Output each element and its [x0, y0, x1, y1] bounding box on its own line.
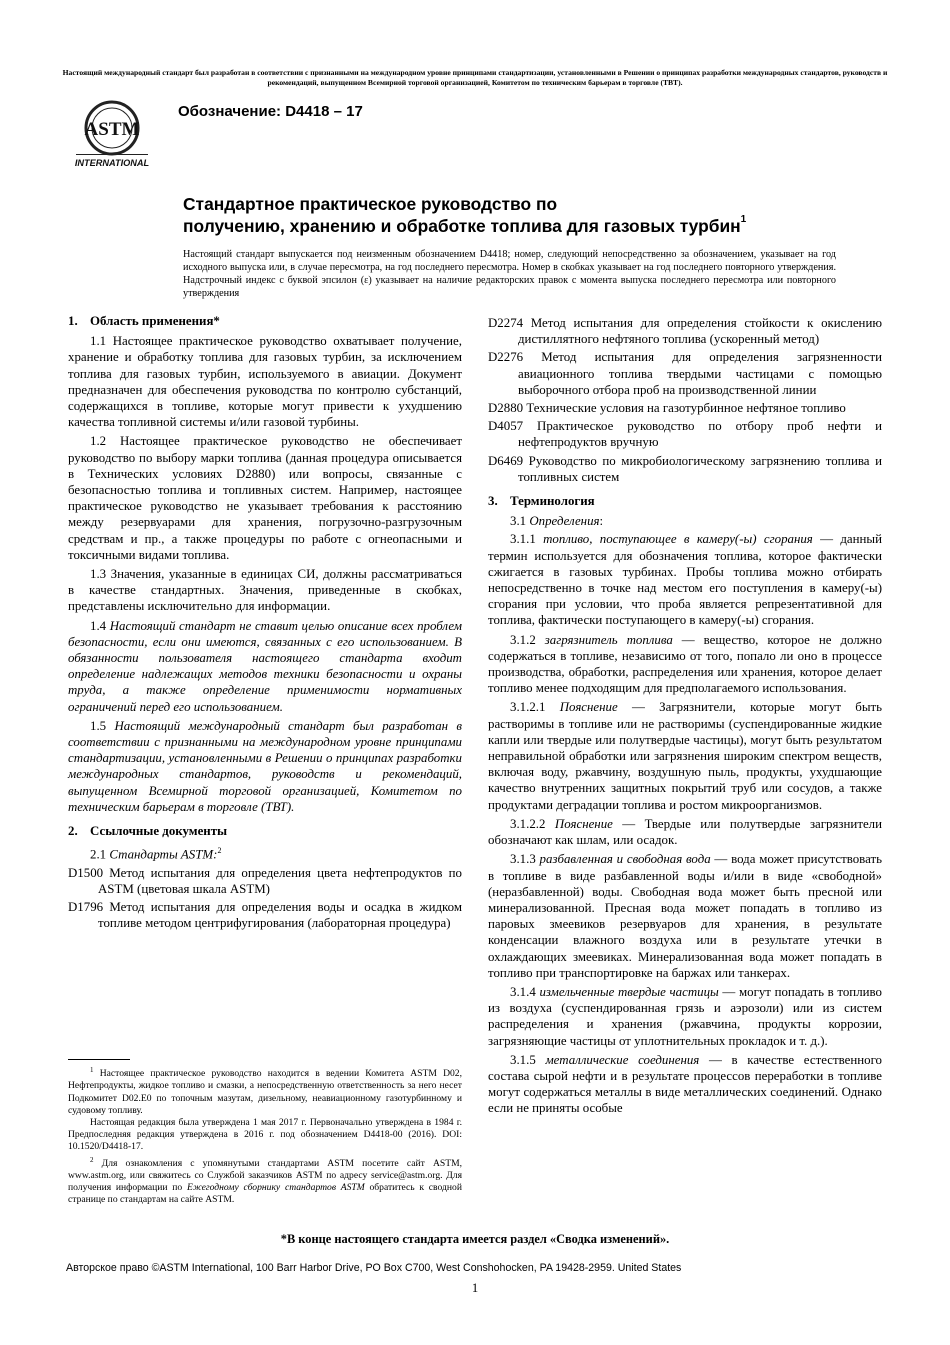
left-column — [68, 312, 462, 934]
subsection-3-1: 3.1 Определения: — [510, 514, 604, 529]
paragraph-1-5: 1.5 Настоящий международный стандарт был разработан в соответствии с признанными на международном уровне принципами стандартизации, установленными в Решении о принципах разработки международных стандартов, руководств и рекомендаций, выпущенном Всемирной торговой организацией, Комитетом по техническим барьерам в торговле (ТВТ). — [68, 718, 463, 814]
title-footnote-mark: 1 — [740, 213, 747, 225]
term-3-1-2-2: 3.1.2.2 Пояснение — Твердые или полутвердые загрязнители обозначают как шлам, или осадок. — [488, 816, 883, 848]
footnote-1-approval: Настоящая редакция была утверждена 1 мая 2017 г. Первоначально утверждена в 1984 г. Предпоследняя редакция утверждена в 2016 г. под обозначением D4418-00 (2016). DOI: 10.1520/D4418-17. — [68, 1117, 462, 1153]
footnote-2: $^2$ Для ознакомления с упомянутыми стандартами ASTM посетите сайт ASTM, www.astm.org, или свяжитесь со Службой заказчиков ASTM по адресу service@astm.org. Для получения информации по Ежегодному сборнику стандартов ASTM обратитесь к сводной странице по стандартам на сайте ASTM. — [68, 1155, 462, 1206]
reference-d6469: D6469 Руководство по микробиологическому загрязнению топлива и топливных систем — [488, 453, 882, 484]
reference-d2880: D2880 Технические условия на газотурбинное нефтяное топливо — [488, 401, 846, 416]
reference-d1500: D1500 Метод испытания для определения цвета нефтепродуктов по ASTM (цветовая шкала ASTM) — [68, 865, 462, 896]
astm-logo — [70, 98, 154, 172]
footnotes — [68, 1064, 462, 1207]
reference-d2276: D2276 Метод испытания для определения загрязненности авиационного топлива твердыми частицами с помощью выборочного отбора проб на производственной линии — [488, 350, 882, 397]
term-3-1-4: 3.1.4 измельченные твердые частицы — могут попадать в топливо из воздуха (суспендированная грязь и аэрозоли) или из систем распределения и хранения (ржавчина, продукты коррозии, загрязняющие частицы от уплотнительных прокладок и т. д.). — [488, 984, 882, 1048]
section-1-heading: 1. Область применения* — [68, 314, 220, 328]
paragraph-1-2: 1.2 Настоящее практическое руководство не обеспечивает руководство по выбору марки топлива (данная процедура описывается в Технических условиях D2880) или вопросы, связанные с безопасностью топлива и топливных систем. Например, настоящее практическое руководство не указывает требования к расстоянию между резервуарами для хранения, погрузочно-разгрузочным средствам и пр., а также процедуры по работе с огнеопасными и токсичными видами топлива. — [68, 434, 462, 562]
paragraph-1-4: 1.4 Настоящий стандарт не ставит целью описание всех проблем безопасности, если они имеются, связанных с его использованием. В обязанности пользователя настоящего стандарта входит определение надлежащих методов техники безопасности и охраны труда, а также определение применимости нормативных ограничений перед его использованием. — [68, 618, 462, 714]
reference-d4057: D4057 Практическое руководство по отбору проб нефти и нефтепродуктов вручную — [488, 419, 882, 450]
page-number: 1 — [471, 1281, 479, 1295]
title-line-2: получению, хранению и обработке топлива для газовых турбин$^1$ — [183, 213, 747, 236]
reference-d2274: D2274 Метод испытания для определения стойкости к окислению дистиллятного нефтяного топлива (ускоренный метод) — [488, 316, 882, 347]
term-3-1-1: 3.1.1 топливо, поступающее в камеру(-ы) сгорания — данный термин используется для обозначения топлива, которое фактически сжигается в газовых турбинах. Пробы топлива можно отбирать непосредственно в точке над местом его поступления в камеру(-ы) сгорания при условии, что проба является репрезентативной для топлива, фактически поступающего в камеру(-ы) сгорания. — [488, 532, 882, 628]
term-3-1-5: 3.1.5 металлические соединения — в качестве естественного состава сырой нефти и в результате процессов переработки в топливе могут содержаться металлы в виде металлических соединений. Однако если не приняты особые — [488, 1052, 882, 1116]
svg-text:INTERNATIONAL: INTERNATIONAL — [74, 158, 150, 168]
reference-d1796: D1796 Метод испытания для определения воды и осадка в жидком топливе методом центрифугирования (лабораторная процедура) — [68, 900, 462, 931]
term-3-1-2-1: 3.1.2.1 Пояснение — Загрязнители, которые могут быть растворимы в топливе или не растворимы (суспендированные жидкие капли или твердые или полутвердые частицы), могут быть результатом неправильной обработки или загрязнения широким спектром веществ, включая воду, ржавчину, воздушную пыль, продукты, ухудшающие качество внутренних защитных покрытий труб или сосудов, а также продуктами деградации топлива и ростом микроорганизмов. — [488, 700, 882, 812]
paragraph-1-1: 1.1 Настоящее практическое руководство охватывает получение, хранение и обработку топлива для газовых турбин, за исключением топлива для газовых турбин, используемого в авиации. Документ предназначен для обеспечения руководства по контролю субстанций, содержащихся в топливе, которые могут привести к ухудшению качества топливной системы и/или газовой турбины. — [68, 334, 462, 430]
term-3-1-3: 3.1.3 разбавленная и свободная вода — вода может присутствовать в топливе в виде разбавленной воды и/или в виде «свободной» (неразбавленной) воды. Свободная вода может быть пресной или минерализованной. Пресная вода может попадать в топливо из паровых змеевиков резервуаров для хранения, в результате конденсации влажного воздуха или в результате утечки в охлаждающих змеевиках. Минерализованная вода может попадать в топливо при транспортировке на баржах или танкерах. — [488, 852, 882, 980]
footnote-divider — [68, 1059, 130, 1060]
subsection-2-1: 2.1 Стандарты ASTM:$^2$ — [90, 846, 222, 862]
standard-notice: Настоящий международный стандарт был разработан в соответствии с признанными на международном уровне принципами стандартизации, установленными в Решении о принципах разработки международных стандартов, руководств и рекомендаций, выпущенном Всемирной торговой организацией, Комитетом по техническим барьерам в торговле (ТВТ). — [62, 68, 888, 88]
issue-note: Настоящий стандарт выпускается под неизменным обозначением D4418; номер, следующий непосредственно за обозначением, указывает на год исходного выпуска или, в случае пересмотра, на год последнего пересмотра. Номер в скобках указывает на год последнего повторного утверждения. Надстрочный индекс с буквой эпсилон (ε) указывает на наличие редакторских правок с момента выпуска последнего пересмотра или повторного утверждения — [183, 249, 836, 299]
summary-of-changes-note: *В конце настоящего стандарта имеется раздел «Сводка изменений». — [280, 1232, 670, 1246]
section-3-heading: 3. Терминология — [488, 494, 595, 509]
paragraph-1-3: 1.3 Значения, указанные в единицах СИ, должны рассматриваться в качестве стандартных. Значения, приведенные в скобках, представлены исключительно для информации. — [68, 567, 462, 614]
document-title — [183, 194, 863, 237]
designation: Обозначение: D4418 – 17 — [178, 103, 363, 120]
term-3-1-2: 3.1.2 загрязнитель топлива — вещество, которое не должно содержаться в топливе, независимо от того, попало ли оно в процессе производства, обработки, распределения или хранения, которое делает топливо менее подходящим для предполагаемого использования. — [488, 632, 882, 696]
svg-text:ASTM: ASTM — [84, 119, 140, 140]
title-line-1: Стандартное практическое руководство по — [183, 194, 558, 214]
right-column — [488, 315, 882, 1120]
footnote-1: $^1$ Настоящее практическое руководство находится в ведении Комитета ASTM D02, Нефтепродукты, жидкое топливо и смазки, а непосредственную ответственность за него несет Подкомитет D02.E0 по топочным мазутам, дизельному, неавиационному газотурбинному и судовому топливу. — [68, 1066, 462, 1116]
section-2-heading: 2. Ссылочные документы — [68, 824, 228, 839]
copyright: Авторское право ©ASTM International, 100 Barr Harbor Drive, PO Box C700, West Conshohocken, PA 19428-2959. United States — [66, 1262, 682, 1274]
